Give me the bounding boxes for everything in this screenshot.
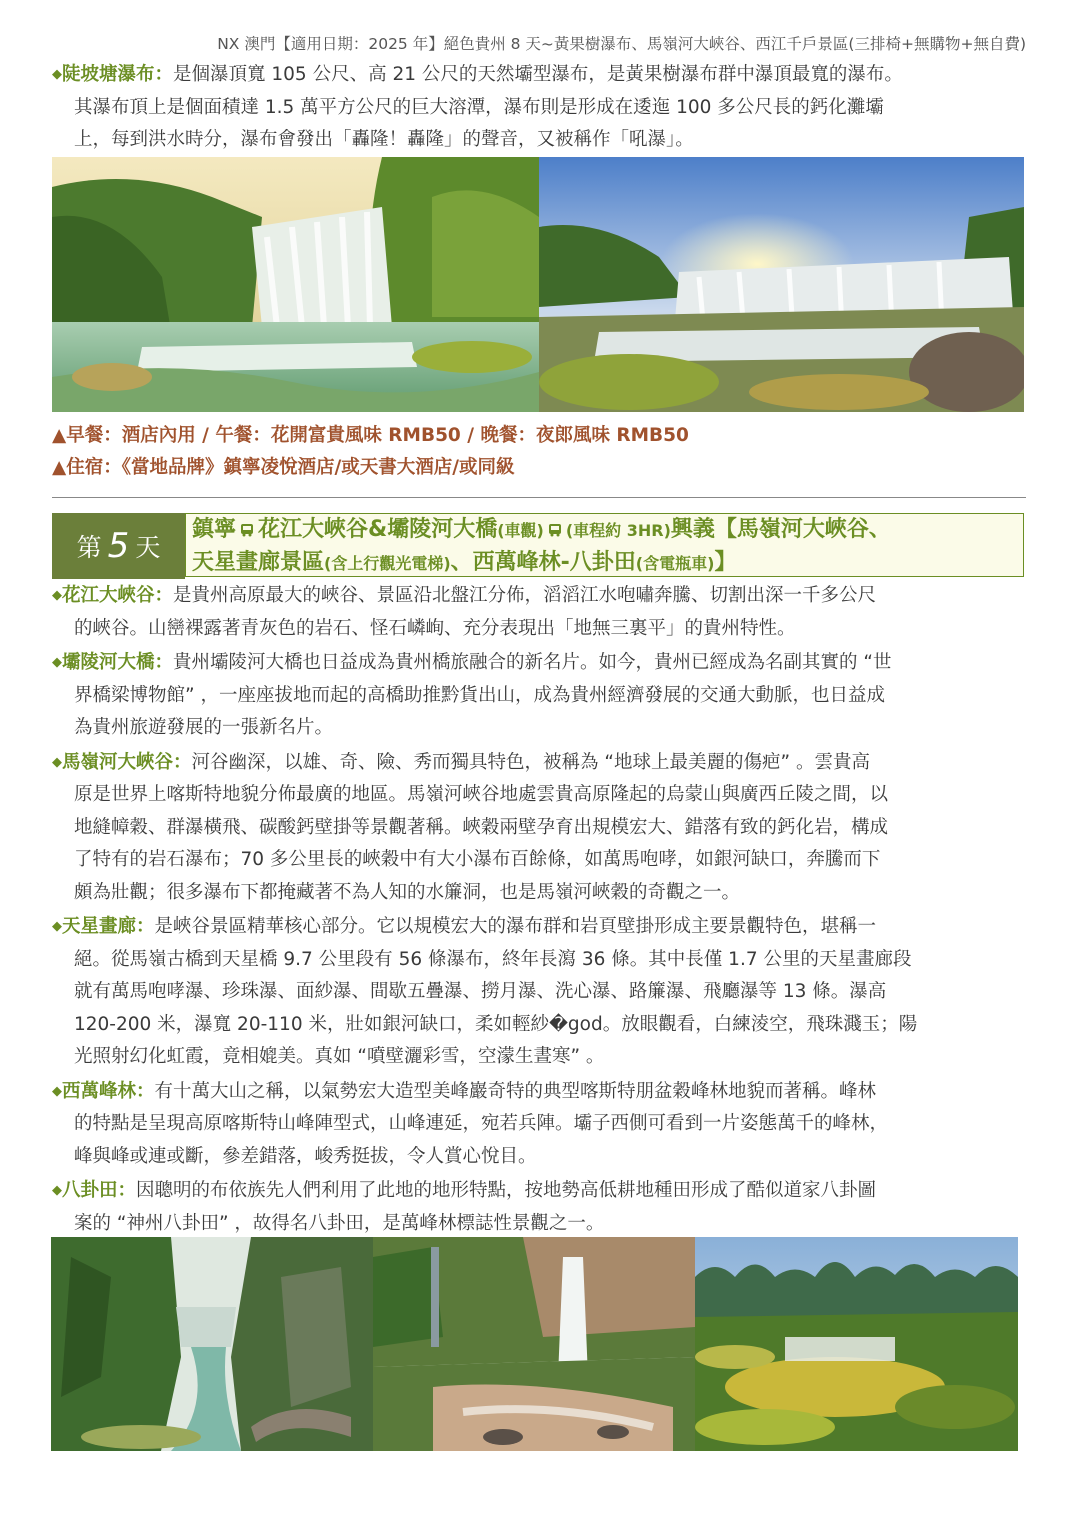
hotel-info: ▲住宿：《當地品牌》鎮寧凌悅酒店/或天書大酒店/或同級 (52, 457, 515, 478)
section-line: 峰與峰或連或斷，參差錯落，峻秀挺拔，令人賞心悅目。 (74, 1145, 537, 1167)
section-term: 花江大峽谷： (62, 585, 174, 606)
bullet-diamond-icon: ◆ (52, 67, 62, 82)
title-part-a3: (車觀) (497, 521, 544, 540)
section-malinghe (52, 747, 1030, 780)
attractions-text (52, 580, 1030, 1240)
title-part-b3: 、西萬峰林-八卦田 (450, 550, 636, 575)
waterfall-photo-tianxing (373, 1237, 695, 1451)
day-badge (52, 513, 185, 579)
section-line: 頗為壯觀；很多瀑布下都掩藏著不為人知的水簾洞，也是馬嶺河峽穀的奇觀之一。 (74, 881, 741, 903)
section-divider (52, 497, 1026, 498)
section-balinghe (52, 647, 1030, 680)
section-term: 壩陵河大橋： (62, 652, 174, 673)
section-line: 為貴州旅遊發展的一張新名片。 (74, 717, 334, 738)
section-line: 的特點是呈現高原喀斯特山峰陣型式，山峰連延，宛若兵陣。壩子西側可看到一片姿態萬千的峰林， (74, 1113, 889, 1134)
section-line: 是貴州高原最大的峽谷、景區沿北盤江分佈，滔滔江水咆嘯奔騰、切割出深一千多公尺 (173, 585, 877, 606)
intro-paragraph (52, 59, 1030, 157)
title-part-b2: (含上行觀光電梯) (324, 554, 451, 573)
title-part-b4: (含電瓶車) (635, 554, 715, 573)
title-part-a5: 興義【馬嶺河大峽谷、 (670, 517, 891, 542)
section-line: 就有萬馬咆哮瀑、珍珠瀑、面紗瀑、間歇五疊瀑、撈月瀑、洗心瀑、路簾瀑、飛廳瀑等 13 條。瀑高 (74, 981, 887, 1002)
section-term: 八卦田： (62, 1180, 137, 1201)
intro-line-1: 是個瀑頂寬 105 公尺、高 21 公尺的天然壩型瀑布，是黃果樹瀑布群中瀑頂最寬的瀑布。 (173, 64, 903, 85)
section-line: 貴州壩陵河大橋也日益成為貴州橋旅融合的新名片。如今，貴州已經成為名副其實的 “世 (173, 652, 892, 673)
intro-line-2: 其瀑布頂上是個面積達 1.5 萬平方公尺的巨大溶潭，瀑布則是形成在逶迤 100 多公尺長的鈣化灘壩 (74, 96, 884, 118)
section-line: 光照射幻化虹霞，竟相媲美。真如 “噴壁灑彩雪，空濛生晝寒” 。 (74, 1046, 605, 1067)
title-part-b1: 天星畫廊景區 (192, 550, 325, 575)
title-part-b5: 】 (714, 550, 737, 575)
section-term: 馬嶺河大峽谷： (62, 751, 192, 773)
day-title (185, 513, 1024, 577)
bullet-diamond-icon: ◆ (52, 754, 62, 770)
waterfall-photo-right (539, 157, 1024, 412)
scenery-photo-row (51, 1237, 1018, 1451)
bullet-diamond-icon: ◆ (52, 1083, 62, 1099)
meals-info: ▲早餐：酒店內用 / 午餐：花開富貴風味 RMB50 / 晚餐：夜郎風味 RMB50 (52, 425, 689, 446)
section-line: 原是世界上喀斯特地貌分佈最廣的地區。馬嶺河峽谷地處雲貴高原隆起的烏蒙山與廣西丘陵之間，以 (74, 784, 889, 805)
bullet-diamond-icon: ◆ (52, 655, 62, 670)
section-bagua (52, 1175, 1030, 1208)
day-prefix: 第 (76, 533, 102, 562)
intro-line-3: 上，每到洪水時分，瀑布會發出「轟隆！轟隆」的聲音，又被稱作「吼瀑」。 (74, 129, 694, 150)
title-part-a4: (車程約 3HR) (565, 521, 671, 540)
day-number: 5 (107, 526, 130, 566)
canyon-photo (51, 1237, 373, 1451)
title-part-a1: 鎮寧 (192, 517, 237, 542)
section-line: 河谷幽深，以雄、奇、險、秀而獨具特色，被稱為 “地球上最美麗的傷疤” 。雲貴高 (191, 751, 870, 773)
bus-icon (548, 523, 562, 537)
section-huajiang (52, 580, 1030, 613)
section-line: 120-200 米，瀑寬 20-110 米，壯如銀河缺口，柔如輕紗�god。放眼觀看，白練淩空，飛珠濺玉；陽 (74, 1013, 918, 1035)
bus-icon (240, 523, 254, 537)
section-xifeng (52, 1076, 1030, 1109)
day-suffix: 天 (135, 533, 161, 562)
section-line: 案的 “神州八卦田” ，故得名八卦田，是萬峰林標誌性景觀之一。 (74, 1212, 605, 1234)
section-line: 的峽谷。山巒裸露著青灰色的岩石、怪石嶙峋、充分表現出「地無三裏平」的貴州特性。 (74, 617, 796, 639)
section-line: 界橋梁博物館” ，一座座拔地而起的高橋助推黔貨出山，成為貴州經濟發展的交通大動脈，也日益成 (74, 684, 885, 706)
bullet-diamond-icon: ◆ (52, 588, 62, 603)
section-line: 有十萬大山之稱，以氣勢宏大造型美峰巖奇特的典型喀斯特朋盆穀峰林地貌而著稱。峰林 (154, 1080, 877, 1102)
section-line: 因聰明的布依族先人們利用了此地的地形特點，按地勢高低耕地種田形成了酷似道家八卦圖 (136, 1180, 877, 1201)
section-line: 了特有的岩石瀑布；70 多公里長的峽穀中有大小瀑布百餘條，如萬馬咆哮，如銀河缺口，奔騰而下 (74, 849, 881, 870)
bagua-field-photo (695, 1237, 1018, 1451)
intro-term: 陡坡塘瀑布： (62, 64, 174, 85)
section-tianxing (52, 911, 1030, 944)
section-term: 天星畫廊： (62, 916, 155, 937)
bullet-diamond-icon: ◆ (52, 1183, 62, 1198)
page-header: NX 澳門【適用日期：2025 年】絕色貴州 8 天~黃果樹瀑布、馬嶺河大峽谷、西江千戶景區(三排椅+無購物+無自費) (217, 35, 1026, 53)
section-line: 絕。從馬嶺古橋到天星橋 9.7 公里段有 56 條瀑布，終年長瀉 36 條。其中長僅 1.7 公里的天星畫廊段 (74, 948, 912, 970)
section-term: 西萬峰林： (62, 1080, 155, 1102)
bullet-diamond-icon: ◆ (52, 919, 62, 934)
title-part-a2: 花江大峽谷&壩陵河大橋 (258, 517, 498, 542)
waterfall-photo-left (52, 157, 539, 412)
section-line: 地縫幛穀、群瀑橫飛、碳酸鈣壁掛等景觀著稱。峽穀兩壁孕育出規模宏大、錯落有致的鈣化岩，構成 (74, 816, 889, 838)
section-line: 是峽谷景區精華核心部分。它以規模宏大的瀑布群和岩頁壁掛形成主要景觀特色，堪稱一 (154, 916, 877, 937)
waterfall-photo-row (52, 157, 1024, 412)
